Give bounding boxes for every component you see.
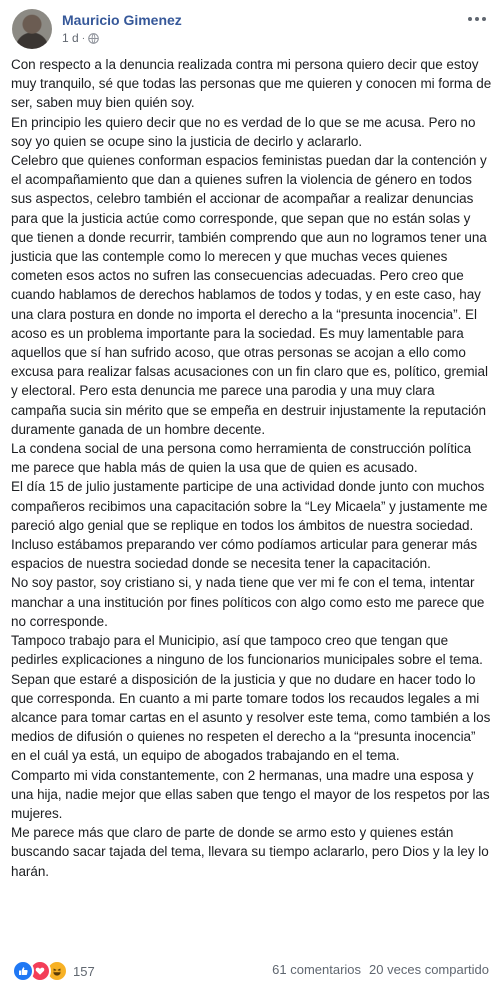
reaction-count: 157 [73, 963, 95, 979]
post-body [11, 55, 493, 881]
post-header [12, 9, 489, 49]
post-paragraph: Celebro que quienes conforman espacios feministas puedan dar la contención y el acompañamiento que dan a quienes sufren la violencia de género en todos sus aspectos, celebro también el accionar de acompañar a realizar denuncias para que la justicia actúe como corresponde, que sepan que no están solas y que tienen a donde recurrir, también comprendo que aun no logramos tener una justicia que las contemple como lo merecen y que muchas veces quienes cometen esos actos no sufren las consecuencias adecuadas. Pero creo que cuando hablamos de derechos hablamos de todos y todas, y en este caso, hay una clara postura en donde no importa el derecho a la “presunta inocencia”. El acoso es un problema importante para la sociedad. Es muy lamentable para aquellos que sí han sufrido acoso, que otras personas se acojan a ello como excusa para realizar falsas acusaciones con un fin claro que es, político, gremial y electoral. Pero esta denuncia me parece una parodia y una muy clara campaña sucia sin mérito que se empeña en destruir injustamente la reputación duramente ganada de un hombre decente. [11, 153, 488, 437]
shares-count-link[interactable]: 20 veces compartido [369, 962, 489, 977]
comments-count-link[interactable]: 61 comentarios [272, 962, 362, 977]
post-paragraph: Comparto mi vida constantemente, con 2 hermanas, una madre una esposa y una hija, nadie mejor que ellas saben que tengo el mayor de los respetos por las mujeres. [11, 767, 490, 821]
like-reaction-icon [12, 960, 34, 982]
post-meta [62, 31, 99, 45]
post-paragraph: El día 15 de julio justamente participe de una actividad donde junto con muchos compañeros recibimos una capacitación sobre la “Ley Micaela” y justamente me pareció algo genial que se replique en todos los ámbitos de nuestra sociedad. Incluso estábamos preparando ver cómo podíamos articular para generar más espacios de nuestra sociedad donde se necesita tener la capacitación. [11, 479, 488, 572]
post-paragraph: Tampoco trabajo para el Municipio, así que tampoco creo que tengan que pedirles explicaciones a ninguno de los funcionarios municipales sobre el tema. [11, 633, 483, 668]
post-paragraph: Sepan que estaré a disposición de la justicia y que no dudare en hacer todo lo que corresponda. En cuanto a mi parte tomare todos los recaudos legales a mi alcance para tomar cartas en el asunto y resolver este tema, como también a los medios de difusión o quienes no respeten el derecho a la “presunta inocencia” en el cuál ya está, un equipo de abogados trabajando en el tema. [11, 671, 491, 764]
post-stats [272, 962, 489, 977]
post-paragraph: No soy pastor, soy cristiano si, y nada tiene que ver mi fe con el tema, intentar manchar a una institución por fines políticos con algo como esto me parece que no corresponde. [11, 575, 485, 629]
post-paragraph: Con respecto a la denuncia realizada contra mi persona quiero decir que estoy muy tranquilo, sé que todas las personas que me quieren y conocen mi forma de ser, saben muy bien quién soy. [11, 57, 492, 111]
post-paragraph: Me parece más que claro de parte de donde se armo esto y quienes están buscando sacar tajada del tema, llevara su tiempo aclararlo, pero Dios y la ley lo harán. [11, 825, 489, 879]
globe-icon[interactable] [88, 33, 99, 44]
post-footer [12, 958, 489, 982]
author-name-link[interactable]: Mauricio Gimenez [62, 12, 182, 28]
reactions-summary[interactable] [12, 960, 95, 982]
post-timestamp[interactable]: 1 d [62, 31, 79, 45]
author-avatar[interactable] [12, 9, 52, 49]
more-options-icon[interactable] [465, 9, 489, 29]
post-paragraph: En principio les quiero decir que no es verdad de lo que se me acusa. Pero no soy yo quien se ocupe sino la justicia de decirlo y aclararlo. [11, 114, 476, 149]
post-paragraph: La condena social de una persona como herramienta de construcción política me parece que habla más de quien la usa que de quien es acusado. [11, 441, 472, 476]
meta-separator: · [81, 32, 86, 44]
